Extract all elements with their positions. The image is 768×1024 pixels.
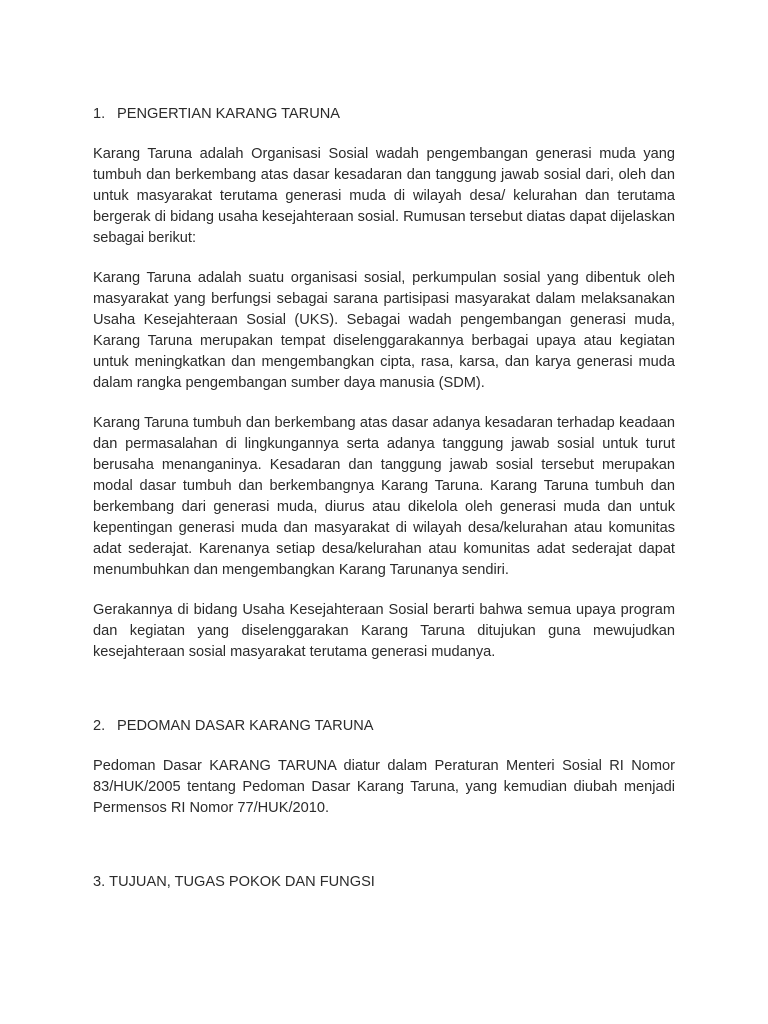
- section-heading-2: [93, 716, 675, 737]
- section-heading-3: [93, 872, 675, 893]
- document-page: [93, 104, 675, 893]
- section-number: 3.: [93, 874, 106, 890]
- paragraph: Karang Taruna tumbuh dan berkembang atas dasar adanya kesadaran terhadap keadaan dan permasalahan di lingkungannya serta adanya tanggung jawab sosial untuk turut berusaha menanganinya. Kesadaran dan tanggung jawab sosial tersebut merupakan modal dasar tumbuh dan berkembangnya Karang Taruna. Karang Taruna tumbuh dan berkembang dari generasi muda, diurus atau dikelola oleh generasi muda dan untuk kepentingan generasi muda dan masyarakat di wilayah desa/kelurahan atau komunitas adat sederajat. Karenanya setiap desa/kelurahan atau komunitas adat sederajat dapat menumbuhkan dan mengembangkan Karang Tarunanya sendiri.: [93, 415, 675, 578]
- section-heading-1: [93, 104, 675, 125]
- section-number: 2.: [93, 718, 106, 734]
- section-number: 1.: [93, 106, 106, 122]
- paragraph: Karang Taruna adalah Organisasi Sosial wadah pengembangan generasi muda yang tumbuh dan berkembang atas dasar kesadaran dan tanggung jawab sosial dari, oleh dan untuk masyarakat terutama generasi muda di wilayah desa/ kelurahan dan terutama bergerak di bidang usaha kesejahteraan sosial. Rumusan tersebut diatas dapat dijelaskan sebagai berikut:: [93, 146, 675, 246]
- section-title: PEDOMAN DASAR KARANG TARUNA: [117, 718, 374, 734]
- section-title: PENGERTIAN KARANG TARUNA: [117, 106, 341, 122]
- paragraph: Pedoman Dasar KARANG TARUNA diatur dalam Peraturan Menteri Sosial RI Nomor 83/HUK/2005 tentang Pedoman Dasar Karang Taruna, yang kemudian diubah menjadi Permensos RI Nomor 77/HUK/2010.: [93, 758, 675, 816]
- paragraph: Karang Taruna adalah suatu organisasi sosial, perkumpulan sosial yang dibentuk oleh masyarakat yang berfungsi sebagai sarana partisipasi masyarakat dalam melaksanakan Usaha Kesejahteraan Sosial (UKS). Sebagai wadah pengembangan generasi muda, Karang Taruna merupakan tempat diselenggarakannya berbagai upaya atau kegiatan untuk meningkatkan dan mengembangkan cipta, rasa, karsa, dan karya generasi muda dalam rangka pengembangan sumber daya manusia (SDM).: [93, 270, 675, 391]
- paragraph: Gerakannya di bidang Usaha Kesejahteraan Sosial berarti bahwa semua upaya program dan kegiatan yang diselenggarakan Karang Taruna ditujukan guna mewujudkan kesejahteraan sosial masyarakat terutama generasi mudanya.: [93, 602, 675, 660]
- section-title: TUJUAN, TUGAS POKOK DAN FUNGSI: [109, 874, 375, 890]
